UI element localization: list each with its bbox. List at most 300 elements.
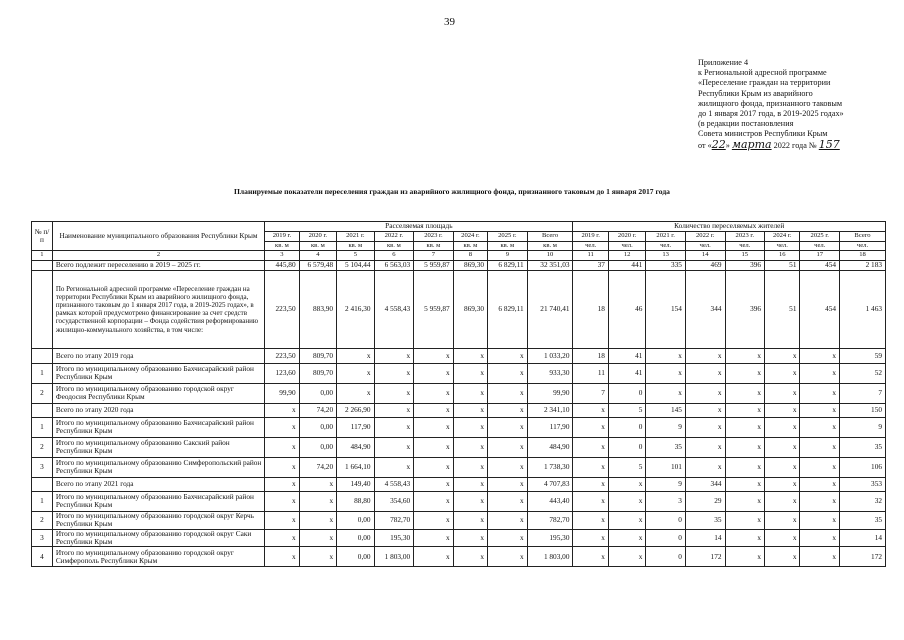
- residents-cell: 454: [800, 260, 840, 270]
- residents-cell: x: [765, 383, 800, 403]
- residents-cell: x: [573, 511, 608, 529]
- column-index: 12: [608, 251, 645, 260]
- area-cell: x: [453, 437, 487, 457]
- row-name: Всего по этапу 2021 года: [52, 477, 264, 491]
- residents-cell: x: [608, 529, 645, 547]
- row-number: 2: [32, 383, 53, 403]
- area-cell: x: [265, 491, 299, 511]
- residents-cell: 11: [573, 363, 608, 383]
- unit-header: кв. м: [527, 242, 573, 251]
- row-name: Итого по муниципальному образованию Бахчисарайский район Республики Крым: [52, 363, 264, 383]
- area-cell: x: [265, 477, 299, 491]
- residents-cell: 32: [840, 491, 886, 511]
- residents-cell: x: [800, 417, 840, 437]
- area-cell: x: [337, 363, 374, 383]
- area-cell: 869,30: [453, 270, 487, 348]
- area-cell: 782,70: [374, 511, 414, 529]
- residents-cell: x: [800, 383, 840, 403]
- area-cell: 354,60: [374, 491, 414, 511]
- year-header: 2020 г.: [299, 232, 336, 242]
- residents-cell: x: [725, 491, 765, 511]
- residents-cell: x: [646, 348, 686, 363]
- residents-cell: x: [800, 348, 840, 363]
- residents-cell: 7: [573, 383, 608, 403]
- residents-cell: 5: [608, 457, 645, 477]
- appendix-line: Совета министров Республики Крым: [698, 129, 828, 139]
- row-number: [32, 260, 53, 270]
- area-cell: 74,20: [299, 457, 336, 477]
- residents-cell: x: [573, 547, 608, 567]
- row-name: Итого по муниципальному образованию городской округ Симферополь Республики Крым: [52, 547, 264, 567]
- unit-header: кв. м: [374, 242, 414, 251]
- unit-header: чел.: [840, 242, 886, 251]
- date-year: 2022 года №: [771, 140, 819, 150]
- area-cell: 32 351,03: [527, 260, 573, 270]
- column-index: 6: [374, 251, 414, 260]
- area-cell: x: [265, 417, 299, 437]
- residents-cell: 344: [685, 477, 725, 491]
- area-cell: x: [265, 511, 299, 529]
- residents-cell: x: [685, 457, 725, 477]
- area-cell: x: [414, 547, 454, 567]
- page-number: 39: [444, 16, 455, 28]
- residents-cell: x: [725, 547, 765, 567]
- area-cell: x: [414, 383, 454, 403]
- area-cell: x: [337, 348, 374, 363]
- appendix-line: Республики Крым из аварийного: [698, 88, 813, 98]
- year-header: 2019 г.: [573, 232, 608, 242]
- row-name: Всего по этапу 2020 года: [52, 403, 264, 417]
- row-number: [32, 348, 53, 363]
- table-row: [32, 270, 886, 348]
- row-number: [32, 270, 53, 348]
- header-num: № п/п: [32, 222, 53, 251]
- date-mid: »: [725, 140, 732, 150]
- area-cell: 1 033,20: [527, 348, 573, 363]
- residents-cell: x: [725, 383, 765, 403]
- area-cell: 6 829,11: [488, 260, 528, 270]
- area-cell: x: [488, 383, 528, 403]
- residents-cell: x: [800, 477, 840, 491]
- area-cell: 782,70: [527, 511, 573, 529]
- area-cell: x: [453, 348, 487, 363]
- residents-cell: x: [800, 437, 840, 457]
- area-cell: 4 558,43: [374, 477, 414, 491]
- area-cell: 869,30: [453, 260, 487, 270]
- area-cell: 99,90: [527, 383, 573, 403]
- row-name: Итого по муниципальному образованию Бахчисарайский район Республики Крым: [52, 417, 264, 437]
- area-cell: 0,00: [299, 383, 336, 403]
- area-cell: 6 579,48: [299, 260, 336, 270]
- area-cell: 195,30: [374, 529, 414, 547]
- row-name: По Региональной адресной программе «Переселение граждан на территории Республики Крым из аварийного жилищного фонда, признанного таковым до 1 января 2017 года, в 2019-2025 годах», в рамках которой предусмотрено финансирование за счет средств государственной корпорации – Фонда содействия реформированию жилищно-коммунального хозяйства, в том числе:: [52, 270, 264, 348]
- residents-cell: x: [800, 491, 840, 511]
- appendix-line: Приложение 4: [698, 58, 749, 67]
- unit-header: кв. м: [265, 242, 299, 251]
- residents-cell: x: [685, 363, 725, 383]
- residents-cell: 1 463: [840, 270, 886, 348]
- appendix-note: [698, 58, 870, 151]
- residents-cell: 150: [840, 403, 886, 417]
- residents-cell: 5: [608, 403, 645, 417]
- table-row: [32, 260, 886, 270]
- area-cell: 195,30: [527, 529, 573, 547]
- residents-cell: 41: [608, 348, 645, 363]
- area-cell: x: [299, 511, 336, 529]
- table-row: [32, 403, 886, 417]
- residents-cell: x: [725, 417, 765, 437]
- area-cell: x: [453, 547, 487, 567]
- residents-cell: 0: [608, 383, 645, 403]
- area-cell: x: [374, 363, 414, 383]
- area-cell: x: [414, 363, 454, 383]
- row-number: 1: [32, 363, 53, 383]
- residents-cell: x: [765, 363, 800, 383]
- residents-cell: 59: [840, 348, 886, 363]
- residents-cell: 396: [725, 260, 765, 270]
- residents-cell: 441: [608, 260, 645, 270]
- area-cell: 809,70: [299, 363, 336, 383]
- column-index: 18: [840, 251, 886, 260]
- area-cell: 117,90: [527, 417, 573, 437]
- residents-cell: x: [725, 437, 765, 457]
- area-cell: x: [488, 348, 528, 363]
- residents-cell: x: [573, 403, 608, 417]
- residents-cell: 0: [608, 437, 645, 457]
- area-cell: 445,80: [265, 260, 299, 270]
- area-cell: 809,70: [299, 348, 336, 363]
- area-cell: x: [453, 417, 487, 437]
- column-index: 5: [337, 251, 374, 260]
- area-cell: 0,00: [337, 547, 374, 567]
- year-header: 2025 г.: [488, 232, 528, 242]
- area-cell: x: [488, 417, 528, 437]
- year-header: 2021 г.: [646, 232, 686, 242]
- area-cell: 6 829,11: [488, 270, 528, 348]
- area-cell: x: [374, 417, 414, 437]
- resettlement-table: [31, 221, 886, 567]
- area-cell: x: [374, 457, 414, 477]
- area-cell: 484,90: [337, 437, 374, 457]
- table-row: [32, 547, 886, 567]
- residents-cell: x: [685, 383, 725, 403]
- row-name: Итого по муниципальному образованию Сакский район Республики Крым: [52, 437, 264, 457]
- residents-cell: 101: [646, 457, 686, 477]
- residents-cell: 145: [646, 403, 686, 417]
- year-header: 2023 г.: [725, 232, 765, 242]
- residents-cell: x: [800, 547, 840, 567]
- area-cell: 6 563,03: [374, 260, 414, 270]
- appendix-line: (в редакции постановления: [698, 119, 794, 129]
- column-index: 17: [800, 251, 840, 260]
- table-row: [32, 437, 886, 457]
- area-cell: 4 707,83: [527, 477, 573, 491]
- row-number: 2: [32, 437, 53, 457]
- column-index: 11: [573, 251, 608, 260]
- area-cell: x: [453, 403, 487, 417]
- unit-header: кв. м: [488, 242, 528, 251]
- area-cell: x: [488, 403, 528, 417]
- residents-cell: x: [800, 529, 840, 547]
- residents-cell: 154: [646, 270, 686, 348]
- area-cell: x: [299, 547, 336, 567]
- area-cell: x: [299, 477, 336, 491]
- area-cell: 149,40: [337, 477, 374, 491]
- unit-header: чел.: [725, 242, 765, 251]
- area-cell: x: [488, 363, 528, 383]
- area-cell: 223,50: [265, 270, 299, 348]
- area-cell: 2 341,10: [527, 403, 573, 417]
- residents-cell: 0: [646, 547, 686, 567]
- area-cell: 99,90: [265, 383, 299, 403]
- residents-cell: x: [646, 363, 686, 383]
- column-index: 13: [646, 251, 686, 260]
- area-cell: 933,30: [527, 363, 573, 383]
- residents-cell: 14: [685, 529, 725, 547]
- residents-cell: 2 183: [840, 260, 886, 270]
- residents-cell: 335: [646, 260, 686, 270]
- column-index: 4: [299, 251, 336, 260]
- row-name: Итого по муниципальному образованию Симферопольский район Республики Крым: [52, 457, 264, 477]
- residents-cell: x: [725, 529, 765, 547]
- column-index: 15: [725, 251, 765, 260]
- residents-cell: 0: [646, 529, 686, 547]
- area-cell: 5 104,44: [337, 260, 374, 270]
- residents-cell: 35: [685, 511, 725, 529]
- appendix-line: жилищного фонда, признанного таковым: [698, 98, 843, 108]
- year-header: 2021 г.: [337, 232, 374, 242]
- area-cell: x: [453, 491, 487, 511]
- table-row: [32, 457, 886, 477]
- area-cell: 1 738,30: [527, 457, 573, 477]
- area-cell: x: [414, 457, 454, 477]
- area-cell: x: [299, 529, 336, 547]
- row-number: 4: [32, 547, 53, 567]
- row-number: 3: [32, 457, 53, 477]
- residents-cell: x: [725, 477, 765, 491]
- area-cell: x: [374, 348, 414, 363]
- residents-cell: x: [765, 511, 800, 529]
- area-cell: x: [414, 529, 454, 547]
- residents-cell: x: [685, 417, 725, 437]
- residents-cell: 172: [840, 547, 886, 567]
- unit-header: кв. м: [414, 242, 454, 251]
- residents-cell: x: [725, 457, 765, 477]
- year-header: 2024 г.: [765, 232, 800, 242]
- residents-cell: x: [573, 477, 608, 491]
- area-cell: x: [374, 403, 414, 417]
- area-cell: 883,90: [299, 270, 336, 348]
- unit-header: чел.: [646, 242, 686, 251]
- residents-cell: 51: [765, 260, 800, 270]
- row-name: Итого по муниципальному образованию городской округ Керчь Республики Крым: [52, 511, 264, 529]
- area-cell: 1 664,10: [337, 457, 374, 477]
- row-name: Итого по муниципальному образованию городской округ Саки Республики Крым: [52, 529, 264, 547]
- table-row: [32, 383, 886, 403]
- unit-header: чел.: [685, 242, 725, 251]
- row-number: 2: [32, 511, 53, 529]
- residents-cell: 51: [765, 270, 800, 348]
- area-cell: x: [265, 403, 299, 417]
- area-cell: x: [453, 477, 487, 491]
- table-row: [32, 491, 886, 511]
- column-index: 8: [453, 251, 487, 260]
- residents-cell: x: [800, 511, 840, 529]
- area-cell: x: [265, 547, 299, 567]
- area-cell: 0,00: [299, 417, 336, 437]
- residents-cell: x: [765, 403, 800, 417]
- year-header: 2019 г.: [265, 232, 299, 242]
- area-cell: x: [453, 363, 487, 383]
- column-index: 9: [488, 251, 528, 260]
- area-cell: 0,00: [337, 511, 374, 529]
- residents-cell: x: [573, 491, 608, 511]
- area-cell: x: [488, 547, 528, 567]
- area-cell: x: [374, 383, 414, 403]
- area-cell: 1 803,00: [374, 547, 414, 567]
- area-cell: x: [488, 491, 528, 511]
- handwritten-number: 157: [818, 139, 840, 151]
- unit-header: кв. м: [299, 242, 336, 251]
- area-cell: 443,40: [527, 491, 573, 511]
- residents-cell: 3: [646, 491, 686, 511]
- area-cell: x: [414, 417, 454, 437]
- residents-cell: x: [765, 437, 800, 457]
- residents-cell: x: [646, 383, 686, 403]
- table-row: [32, 477, 886, 491]
- year-header: 2022 г.: [685, 232, 725, 242]
- residents-cell: x: [608, 491, 645, 511]
- area-cell: x: [414, 403, 454, 417]
- residents-cell: 18: [573, 270, 608, 348]
- residents-cell: x: [573, 457, 608, 477]
- residents-cell: 0: [608, 417, 645, 437]
- area-cell: x: [488, 437, 528, 457]
- residents-cell: 0: [646, 511, 686, 529]
- area-cell: 1 803,00: [527, 547, 573, 567]
- table-row: [32, 363, 886, 383]
- residents-cell: 9: [646, 417, 686, 437]
- residents-cell: x: [765, 477, 800, 491]
- residents-cell: x: [765, 457, 800, 477]
- column-index: 10: [527, 251, 573, 260]
- year-header: 2025 г.: [800, 232, 840, 242]
- appendix-date-line: [698, 140, 870, 151]
- area-cell: x: [453, 383, 487, 403]
- residents-cell: 35: [646, 437, 686, 457]
- residents-cell: x: [765, 417, 800, 437]
- area-cell: x: [488, 529, 528, 547]
- area-cell: 484,90: [527, 437, 573, 457]
- residents-cell: 9: [646, 477, 686, 491]
- area-cell: 5 959,87: [414, 260, 454, 270]
- year-header: Всего: [840, 232, 886, 242]
- row-name: Всего подлежит переселению в 2019 – 2025 гг.: [52, 260, 264, 270]
- residents-cell: x: [608, 547, 645, 567]
- area-cell: x: [488, 477, 528, 491]
- residents-cell: x: [725, 403, 765, 417]
- unit-header: чел.: [573, 242, 608, 251]
- row-number: [32, 477, 53, 491]
- area-cell: x: [337, 383, 374, 403]
- residents-cell: x: [765, 547, 800, 567]
- area-cell: 0,00: [299, 437, 336, 457]
- area-cell: x: [453, 511, 487, 529]
- year-header: 2022 г.: [374, 232, 414, 242]
- area-cell: x: [374, 437, 414, 457]
- column-index: 2: [52, 251, 264, 260]
- row-number: 1: [32, 417, 53, 437]
- residents-cell: 35: [840, 437, 886, 457]
- residents-cell: x: [800, 403, 840, 417]
- area-cell: 223,50: [265, 348, 299, 363]
- table-row: [32, 417, 886, 437]
- row-name: Итого по муниципальному образованию городской округ Феодосия Республики Крым: [52, 383, 264, 403]
- area-cell: x: [265, 437, 299, 457]
- column-index: 3: [265, 251, 299, 260]
- area-cell: x: [265, 457, 299, 477]
- area-cell: x: [453, 529, 487, 547]
- area-cell: 4 558,43: [374, 270, 414, 348]
- area-cell: 21 740,41: [527, 270, 573, 348]
- area-cell: 2 266,90: [337, 403, 374, 417]
- residents-cell: x: [725, 363, 765, 383]
- residents-cell: 454: [800, 270, 840, 348]
- row-name: Всего по этапу 2019 года: [52, 348, 264, 363]
- area-cell: 117,90: [337, 417, 374, 437]
- table-row: [32, 348, 886, 363]
- handwritten-month: марта: [731, 139, 772, 151]
- residents-cell: 9: [840, 417, 886, 437]
- area-cell: 88,80: [337, 491, 374, 511]
- unit-header: чел.: [608, 242, 645, 251]
- column-index: 16: [765, 251, 800, 260]
- residents-cell: 106: [840, 457, 886, 477]
- residents-cell: x: [685, 403, 725, 417]
- residents-cell: 7: [840, 383, 886, 403]
- residents-cell: 14: [840, 529, 886, 547]
- residents-cell: 37: [573, 260, 608, 270]
- year-header: 2020 г.: [608, 232, 645, 242]
- column-index: 1: [32, 251, 53, 260]
- residents-cell: 396: [725, 270, 765, 348]
- residents-cell: x: [608, 477, 645, 491]
- area-cell: 2 416,30: [337, 270, 374, 348]
- residents-cell: x: [685, 348, 725, 363]
- area-cell: x: [299, 491, 336, 511]
- area-cell: x: [488, 457, 528, 477]
- handwritten-day: 22: [711, 139, 726, 151]
- area-cell: 123,60: [265, 363, 299, 383]
- residents-cell: x: [573, 529, 608, 547]
- residents-cell: 46: [608, 270, 645, 348]
- unit-header: чел.: [800, 242, 840, 251]
- date-prefix: от «: [698, 140, 712, 150]
- appendix-line: к Региональной адресной программе: [698, 68, 827, 78]
- header-residents: Количество переселяемых жителей: [573, 222, 886, 232]
- area-cell: x: [414, 348, 454, 363]
- residents-cell: x: [608, 511, 645, 529]
- residents-cell: x: [800, 363, 840, 383]
- area-cell: x: [414, 477, 454, 491]
- residents-cell: 41: [608, 363, 645, 383]
- residents-cell: x: [573, 417, 608, 437]
- table-row: [32, 529, 886, 547]
- unit-header: кв. м: [337, 242, 374, 251]
- unit-header: чел.: [765, 242, 800, 251]
- column-index: 7: [414, 251, 454, 260]
- area-cell: x: [265, 529, 299, 547]
